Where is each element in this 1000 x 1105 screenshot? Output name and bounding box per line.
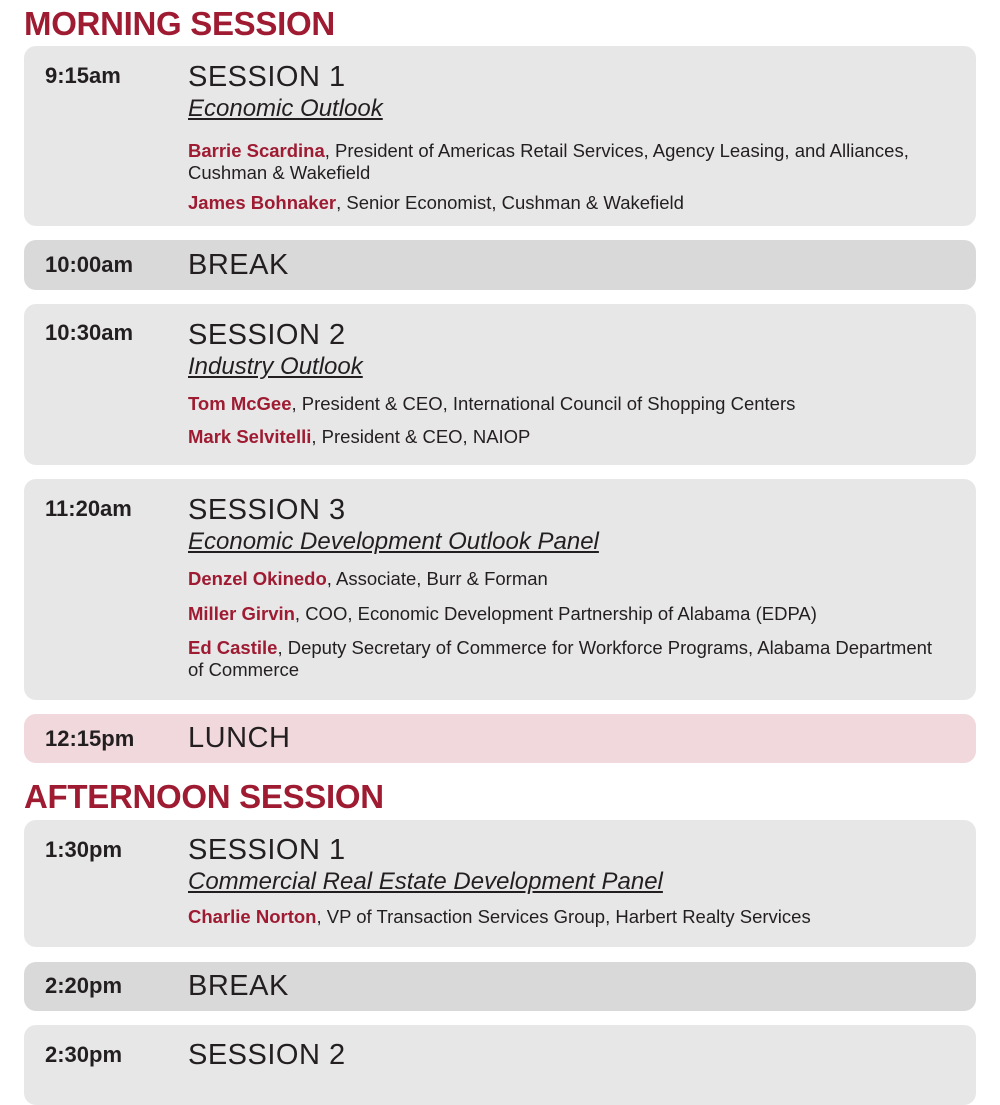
speaker-name: James Bohnaker	[188, 192, 337, 214]
session-title: Economic Outlook	[188, 95, 383, 122]
lunch-label: LUNCH	[188, 722, 291, 754]
session-title: Economic Development Outlook Panel	[188, 528, 599, 555]
session-title: Commercial Real Estate Development Panel	[188, 868, 663, 895]
speaker-name: Ed Castile	[188, 637, 278, 659]
speaker-role: , President & CEO, International Council of Shopping Centers	[291, 393, 796, 415]
speaker	[188, 192, 936, 214]
time-label: 11:20am	[45, 496, 132, 521]
speaker-role: , Senior Economist, Cushman & Wakefield	[336, 192, 684, 214]
agenda-item-session	[24, 304, 976, 465]
morning-section-heading: MORNING SESSION	[24, 5, 335, 42]
session-body	[188, 496, 936, 681]
speaker-role: , VP of Transaction Services Group, Harbert Realty Services	[316, 906, 811, 928]
speaker-role: , President of Americas Retail Services, Agency Leasing, and Alliances, Cushman & Wakefield	[188, 140, 909, 184]
session-label: SESSION 1	[188, 61, 346, 93]
speaker	[188, 637, 936, 681]
session-body	[188, 1041, 936, 1070]
session-label: SESSION 1	[188, 834, 346, 866]
time-label: 2:30pm	[45, 1042, 123, 1067]
agenda-item-session	[24, 479, 976, 700]
speaker-role: , Deputy Secretary of Commerce for Workforce Programs, Alabama Department of Commerce	[188, 637, 933, 681]
session-label: SESSION 3	[188, 494, 346, 526]
agenda-item-break	[24, 240, 976, 290]
speaker	[188, 906, 936, 928]
break-label: BREAK	[188, 970, 289, 1002]
time-label: 1:30pm	[45, 837, 123, 862]
session-body	[188, 63, 936, 214]
speaker-name: Mark Selvitelli	[188, 426, 312, 448]
speaker	[188, 603, 936, 625]
session-label: SESSION 2	[188, 319, 346, 351]
speaker	[188, 140, 936, 184]
break-body	[188, 251, 936, 280]
speaker-name: Charlie Norton	[188, 906, 317, 928]
time-label: 9:15am	[45, 63, 121, 88]
speaker-name: Tom McGee	[188, 393, 292, 415]
time-label: 10:00am	[45, 252, 134, 277]
agenda-item-session	[24, 46, 976, 226]
agenda-item-break	[24, 962, 976, 1011]
session-title: Industry Outlook	[188, 353, 363, 380]
speaker	[188, 393, 936, 415]
time-label: 12:15pm	[45, 726, 135, 751]
speaker-role: , Associate, Burr & Forman	[326, 568, 548, 590]
session-label: SESSION 2	[188, 1039, 346, 1071]
afternoon-section-heading: AFTERNOON SESSION	[24, 778, 384, 815]
lunch-body	[188, 724, 936, 753]
speaker-name: Barrie Scardina	[188, 140, 325, 162]
agenda-item-session	[24, 1025, 976, 1105]
break-label: BREAK	[188, 249, 289, 281]
time-label: 10:30am	[45, 320, 134, 345]
agenda-item-session	[24, 820, 976, 947]
break-body	[188, 972, 936, 1001]
speaker-name: Denzel Okinedo	[188, 568, 327, 590]
speaker-role: , President & CEO, NAIOP	[311, 426, 531, 448]
session-body	[188, 836, 936, 928]
speaker-role: , COO, Economic Development Partnership of Alabama (EDPA)	[294, 603, 817, 625]
speaker	[188, 426, 936, 448]
speaker	[188, 568, 936, 590]
speaker-name: Miller Girvin	[188, 603, 295, 625]
session-body	[188, 321, 936, 448]
agenda-item-lunch	[24, 714, 976, 763]
time-label: 2:20pm	[45, 973, 123, 998]
